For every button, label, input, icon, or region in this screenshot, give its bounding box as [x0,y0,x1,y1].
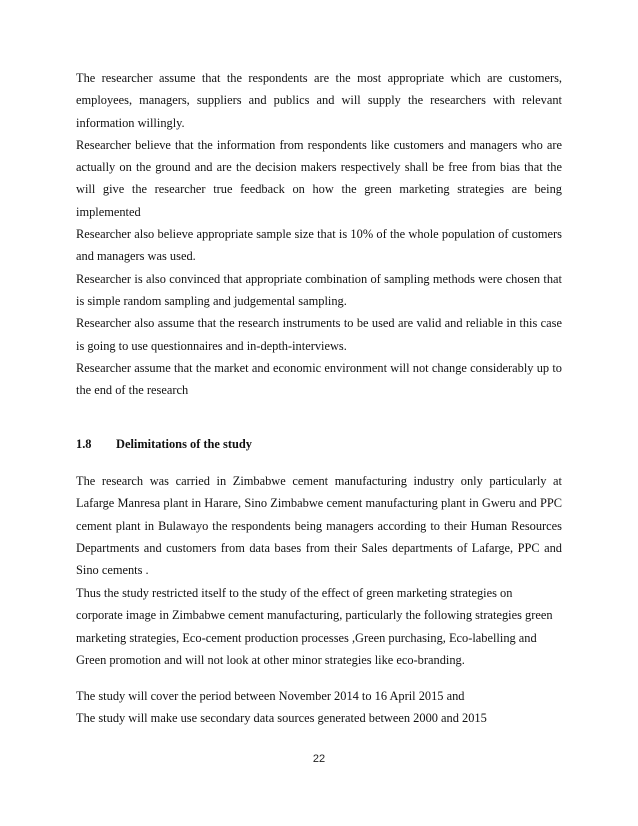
secondary-data-line: The study will make use secondary data sources generated between 2000 and 2015 [76,711,487,726]
delimitations-text: The research was carried in Zimbabwe cement manufacturing industry only particularly at Lafarge Manresa plant in Harare, Sino Zimbabwe cement manufacturing plant in Gweru and PPC cement plant in Bulawayo the respondents being managers according to their Human Resources Departments and customers from data bases from their Sales departments of Lafarge, PPC and Sino cements . [76,474,562,578]
assumption-paragraph: Researcher assume that the market and economic environment will not change considerably up to the end of the research [76,360,562,398]
assumption-paragraph: Researcher is also convinced that appropriate combination of sampling methods were chosen that is simple random sampling and judgemental sampling. [76,271,562,308]
section-heading [76,433,252,455]
assumption-paragraph: Researcher believe that the information from respondents like customers and managers who are actually on the ground and are the decision makers respectively shall be free from bias that the will give the researcher true feedback on how the green marketing strategies are being implemented [76,137,562,219]
assumption-paragraph: Researcher also believe appropriate sample size that is 10% of the whole population of customers and managers was used. [76,227,562,264]
page-number: 22 [312,753,326,765]
section-number: 1.8 [76,437,92,451]
assumptions-section [76,67,562,401]
study-period-line: The study will cover the period between November 2014 to 16 April 2015 and [76,689,465,703]
study-period-section [76,685,562,730]
assumption-paragraph: Researcher also assume that the research instruments to be used are valid and reliable in this case is going to use questionnaires and in-depth-interviews. [76,316,562,353]
delimitations-paragraph-2 [76,582,554,671]
assumption-paragraph: The researcher assume that the respondents are the most appropriate which are customers, employees, managers, suppliers and publics and will supply the researchers with relevant information willingly. [76,71,562,130]
delimitations-text: Thus the study restricted itself to the study of the effect of green marketing strategies on corporate image in Zimbabwe cement manufacturing, particularly the following strategies green marketing strategies, Eco-cement production processes ,Green purchasing, Eco-labelling and Green promotion and will not look at other minor strategies like eco-branding. [76,586,553,667]
delimitations-paragraph-1 [76,470,562,581]
section-title: Delimitations of the study [116,437,252,451]
